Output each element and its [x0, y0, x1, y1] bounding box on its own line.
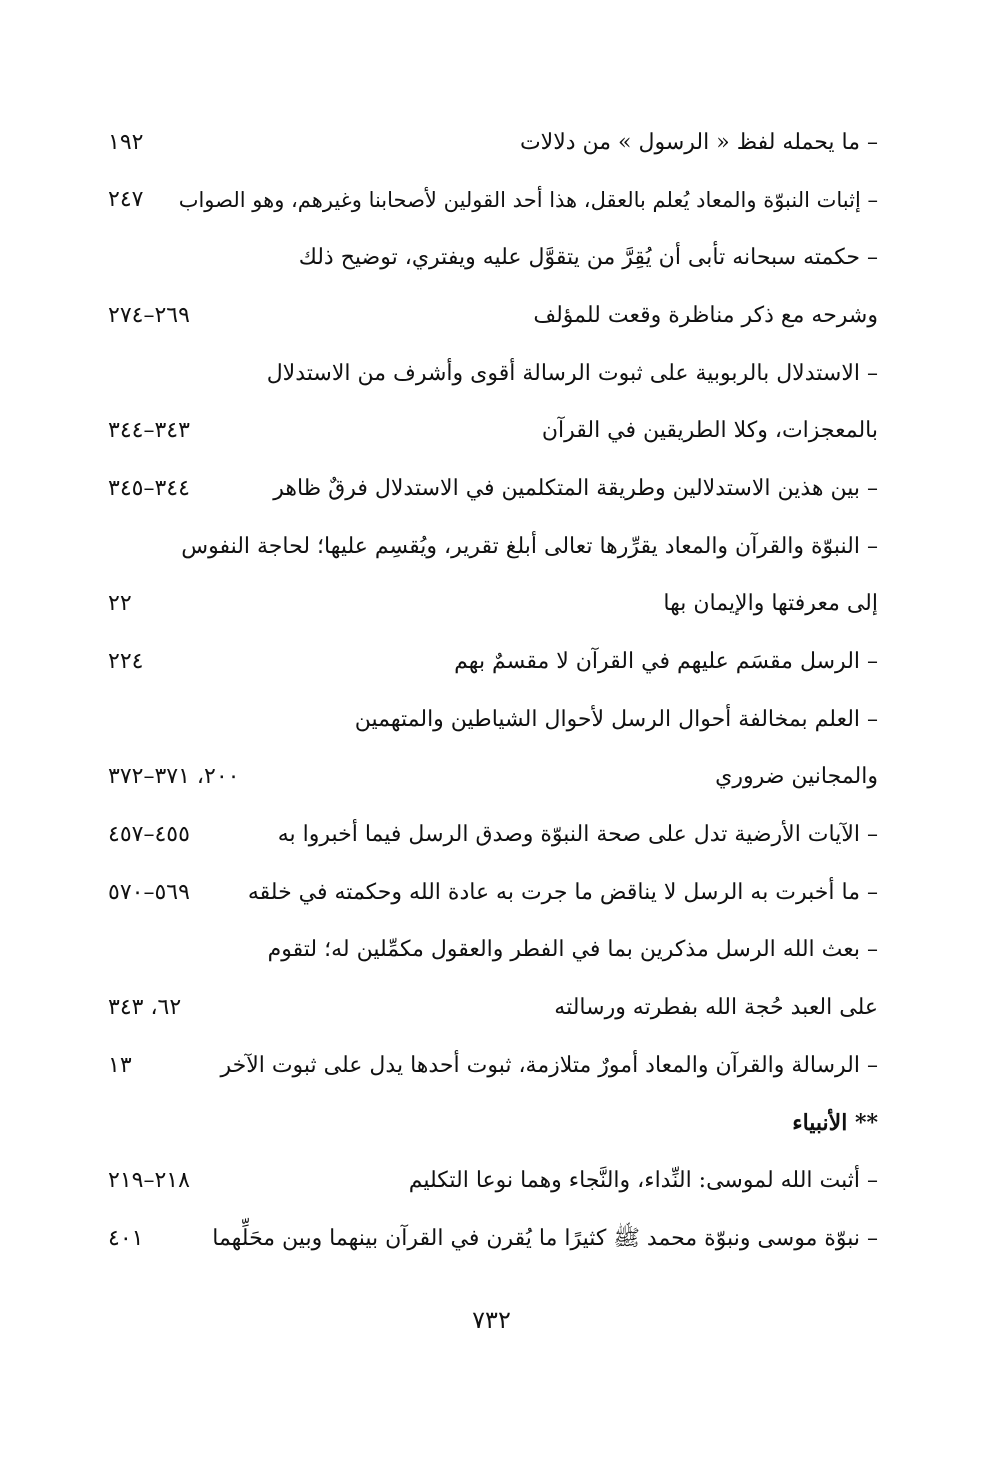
- entry-page-ref: ٢٢: [108, 591, 132, 616]
- index-entry: [108, 642, 878, 682]
- entry-text: – النبوّة والقرآن والمعاد يقرِّرها تعالى أبلغ تقرير، ويُقسِم عليها؛ لحاجة النفوس: [181, 534, 878, 559]
- index-entry: [108, 296, 878, 336]
- entry-text: – الرسالة والقرآن والمعاد أمورٌ متلازمة، ثبوت أحدها يدل على ثبوت الآخر: [220, 1053, 878, 1078]
- entry-text: – الآيات الأرضية تدل على صحة النبوّة وصدق الرسل فيما أخبروا به: [277, 822, 878, 847]
- index-entry: [108, 700, 878, 740]
- entry-text: – حكمته سبحانه تأبى أن يُقِرَّ من يتقوَّل عليه ويفتري، توضيح ذلك: [298, 245, 878, 270]
- section-heading: [108, 1103, 878, 1143]
- entry-text: وشرحه مع ذكر مناظرة وقعت للمؤلف: [533, 303, 878, 328]
- entry-text: – الرسل مقسَم عليهم في القرآن لا مقسمٌ بهم: [454, 649, 878, 674]
- index-entry: [108, 527, 878, 567]
- entry-text: – نبوّة موسى ونبوّة محمد ﷺ كثيرًا ما يُقرن في القرآن بينهما وبين محَلِّهما: [212, 1226, 878, 1251]
- index-entry: [108, 411, 878, 451]
- entry-page-ref: ١٩٢: [108, 130, 144, 155]
- index-entry: [108, 354, 878, 394]
- index-entry: [108, 988, 878, 1028]
- index-entry: [108, 1219, 878, 1259]
- index-entry: [108, 930, 878, 970]
- entry-text: – إثبات النبوّة والمعاد يُعلم بالعقل، هذا أحد القولين لأصحابنا وغيرهم، وهو الصواب: [178, 188, 878, 212]
- entry-text: على العبد حُجة الله بفطرته ورسالته: [554, 995, 878, 1020]
- entry-text: – بين هذين الاستدلالين وطريقة المتكلمين في الاستدلال فرقٌ ظاهر: [273, 476, 878, 501]
- index-entry: [108, 584, 878, 624]
- entry-text: – أثبت الله لموسى: النِّداء، والنَّجاء وهما نوعا التكليم: [408, 1168, 878, 1193]
- section-heading-text: ** الأنبياء: [792, 1110, 878, 1136]
- index-entry: [108, 873, 878, 913]
- index-entry: [108, 1046, 878, 1086]
- entry-text: – ما يحمله لفظ « الرسول » من دلالات: [519, 130, 878, 155]
- entry-page-ref: ٣٤٤–٣٤٥: [108, 476, 190, 501]
- index-entry: [108, 123, 878, 163]
- entry-text: – ما أخبرت به الرسل لا يناقض ما جرت به عادة الله وحكمته في خلقه: [247, 880, 878, 905]
- entry-text: – بعث الله الرسل مذكرين بما في الفطر والعقول مكمِّلين له؛ لتقوم: [267, 937, 878, 962]
- index-entry: [108, 469, 878, 509]
- index-entry: [108, 1161, 878, 1201]
- entry-page-ref: ٤٥٥–٤٥٧: [108, 822, 190, 847]
- entry-page-ref: ٥٦٩–٥٧٠: [108, 880, 190, 905]
- entry-page-ref: ٢٤٧: [108, 187, 144, 212]
- entry-page-ref: ٢١٨–٢١٩: [108, 1168, 190, 1193]
- entry-page-ref: ٢٦٩–٢٧٤: [108, 303, 190, 328]
- entry-page-ref: ٢٠٠، ٣٧١–٣٧٢: [108, 764, 240, 789]
- entry-page-ref: ٢٢٤: [108, 649, 144, 674]
- page-number: ٧٣٢: [472, 1306, 511, 1334]
- entry-text: – الاستدلال بالربوبية على ثبوت الرسالة أقوى وأشرف من الاستدلال: [266, 361, 878, 386]
- index-entry: [108, 815, 878, 855]
- entry-text: بالمعجزات، وكلا الطريقين في القرآن: [541, 418, 878, 443]
- entry-text: إلى معرفتها والإيمان بها: [663, 591, 878, 616]
- entry-page-ref: ١٣: [108, 1053, 132, 1078]
- index-entry: [108, 757, 878, 797]
- entry-text: – العلم بمخالفة أحوال الرسل لأحوال الشياطين والمتهمين: [354, 707, 878, 732]
- entry-page-ref: ٣٤٣–٣٤٤: [108, 418, 190, 443]
- entry-page-ref: ٤٠١: [108, 1226, 144, 1251]
- index-entry: [108, 180, 878, 220]
- index-entry: [108, 238, 878, 278]
- entry-text: والمجانين ضروري: [715, 764, 878, 789]
- entry-page-ref: ٦٢، ٣٤٣: [108, 995, 182, 1020]
